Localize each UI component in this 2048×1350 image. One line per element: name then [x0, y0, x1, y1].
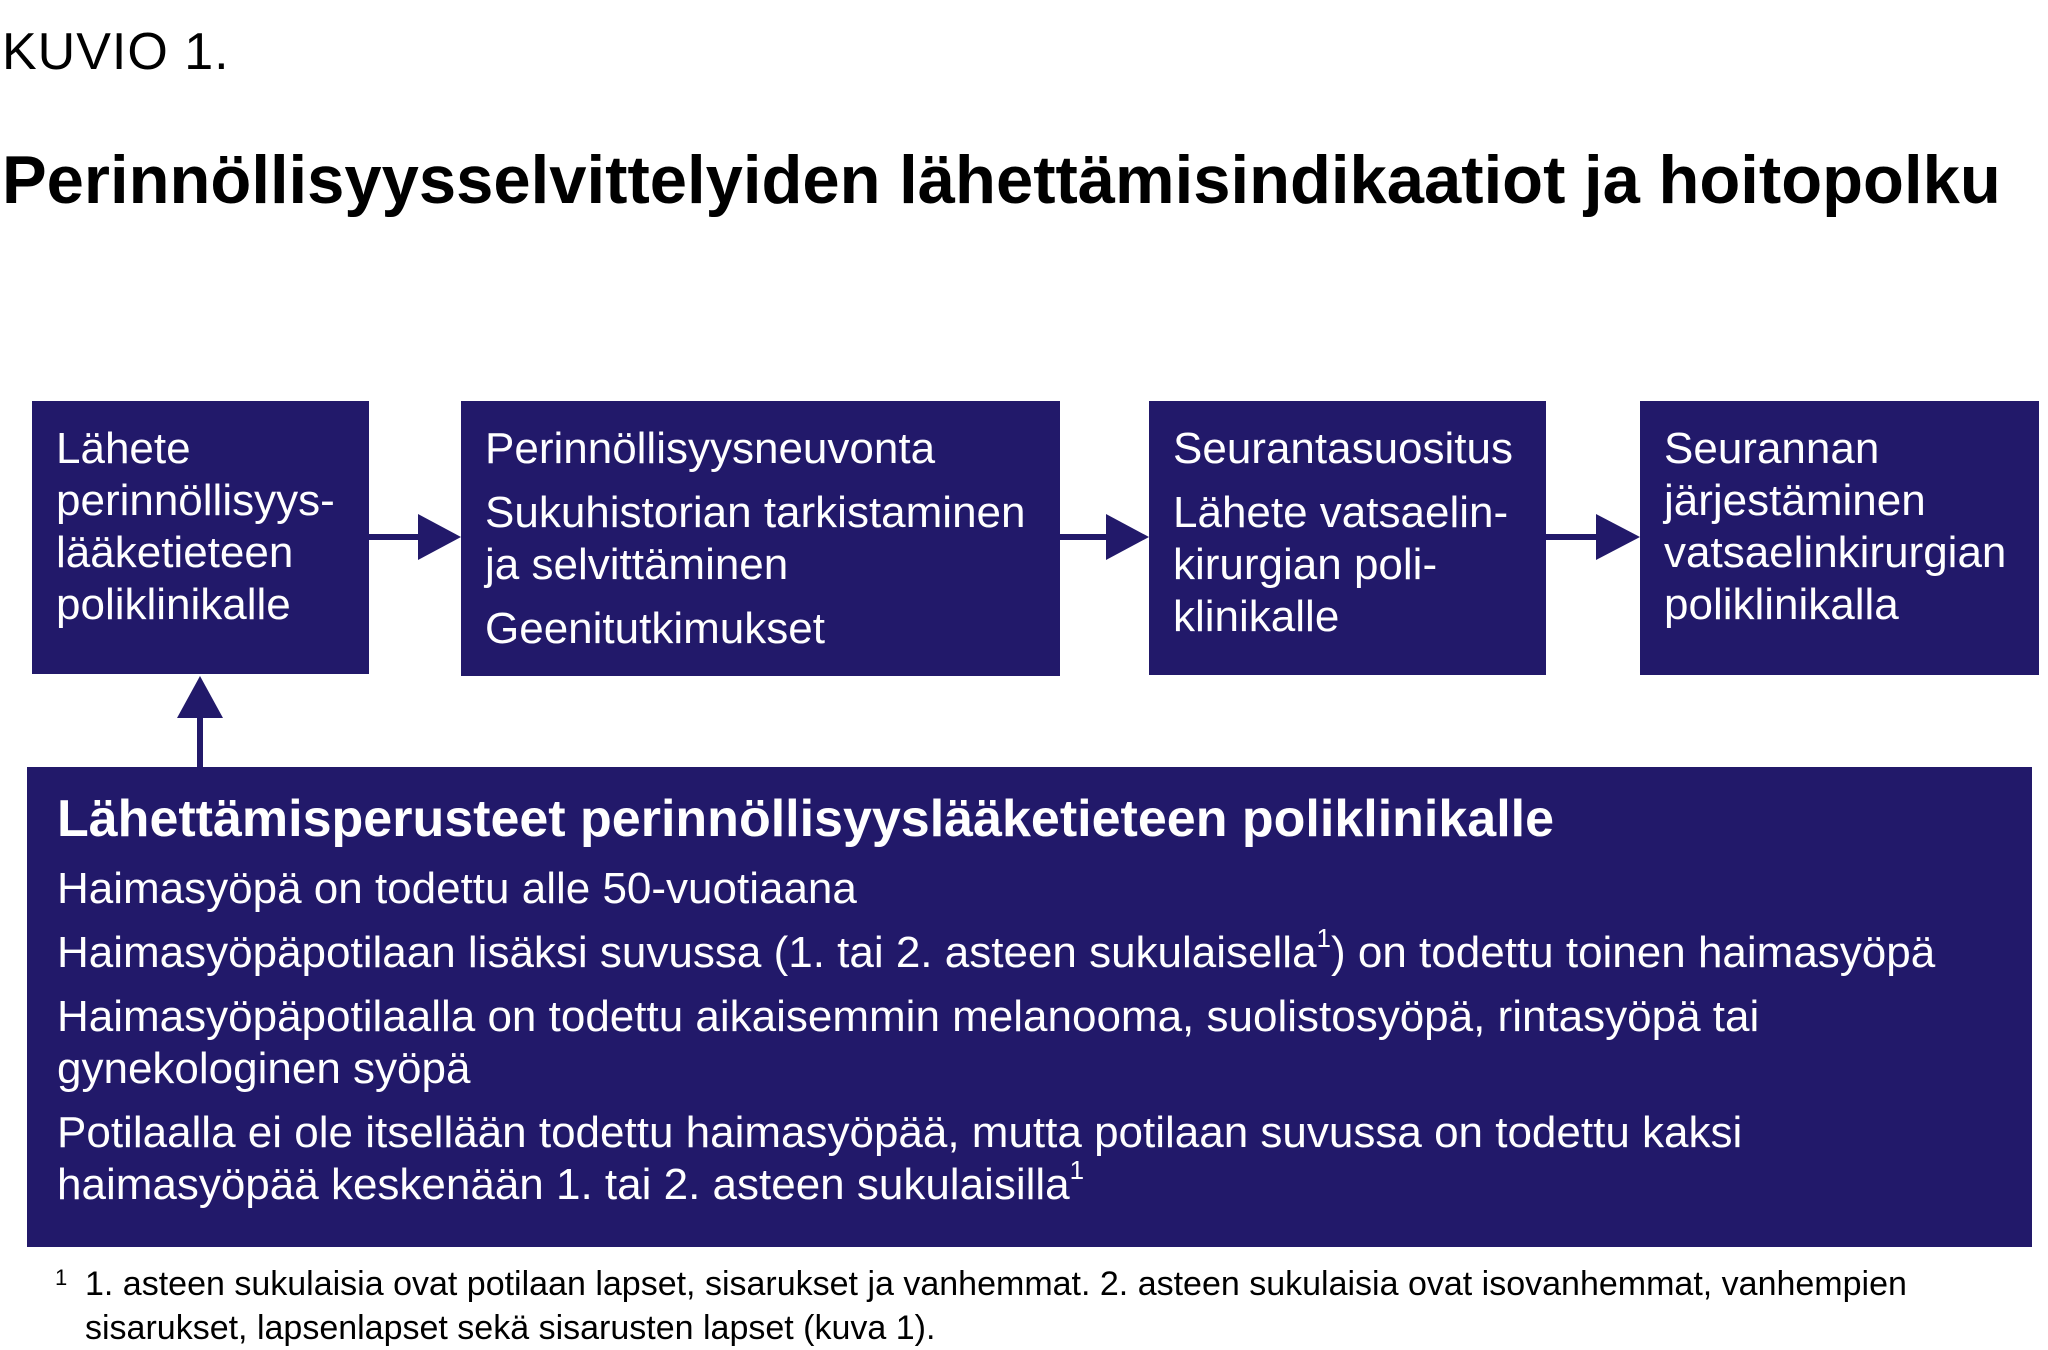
footnote-marker: 1	[55, 1265, 68, 1290]
step-recommendation-line: Lähete vatsaelin-	[1173, 488, 1509, 537]
step-counseling-line: Sukuhistorian tarkistaminen	[485, 488, 1026, 537]
step-recommendation-title: Seurantasuositus	[1173, 424, 1513, 473]
step-followup-line: järjestäminen	[1664, 476, 1926, 525]
arrow-head-2-3	[1106, 514, 1149, 560]
footnote	[55, 1262, 2015, 1350]
step-followup-line: vatsaelinkirurgian	[1664, 528, 2007, 577]
figure-label: KUVIO 1.	[2, 23, 230, 81]
criteria-item	[57, 991, 2012, 1095]
criteria-item-text: Haimasyöpäpotilaan lisäksi suvussa (1. tai 2. asteen sukulaisella	[57, 928, 1317, 977]
step-recommendation-line: kirurgian poli-	[1173, 540, 1438, 589]
figure-title: Perinnöllisyysselvittelyiden lähettämisindikaatiot ja hoitopolku	[2, 142, 2001, 218]
criteria-item-text: ) on todettu toinen haimasyöpä	[1331, 928, 1936, 977]
step-followup-line: poliklinikalla	[1664, 580, 1899, 629]
step-counseling-line: ja selvittäminen	[485, 540, 789, 589]
step-counseling-box	[461, 401, 1060, 676]
step-referral-line: Lähete	[56, 424, 191, 473]
criteria-heading: Lähettämisperusteet perinnöllisyyslääketieteen poliklinikalle	[57, 790, 1555, 848]
criteria-item	[57, 1107, 2012, 1211]
footnote-line: sisarukset, lapsenlapset sekä sisarusten lapset (kuva 1).	[85, 1309, 936, 1347]
step-referral-box	[32, 401, 369, 674]
criteria-item-text: gynekologinen syöpä	[57, 1044, 471, 1093]
step-recommendation-line: klinikalle	[1173, 592, 1340, 641]
step-counseling-title: Perinnöllisyysneuvonta	[485, 424, 936, 473]
footnote-ref: 1	[1069, 1155, 1085, 1186]
step-referral-line: perinnöllisyys-	[56, 476, 335, 525]
step-referral-line: lääketieteen	[56, 528, 294, 577]
criteria-item	[57, 923, 2012, 979]
criteria-item-text: haimasyöpää keskenään 1. tai 2. asteen sukulaisilla	[57, 1160, 1070, 1209]
arrow-head-criteria-up	[177, 676, 223, 718]
step-referral-line: poliklinikalle	[56, 580, 291, 629]
criteria-item: Haimasyöpä on todettu alle 50-vuotiaana	[57, 864, 857, 913]
arrow-head-3-4	[1596, 514, 1640, 560]
footnote-ref: 1	[1316, 923, 1332, 954]
referral-criteria-box	[27, 767, 2032, 1247]
step-followup-line: Seurannan	[1664, 424, 1880, 473]
footnote-line: 1. asteen sukulaisia ovat potilaan lapset, sisarukset ja vanhemmat. 2. asteen sukulaisia ovat isovanhemmat, vanhempien	[85, 1265, 1907, 1303]
step-recommendation-box	[1149, 401, 1546, 675]
arrow-head-1-2	[418, 514, 461, 560]
criteria-item-text: Haimasyöpäpotilaalla on todettu aikaisemmin melanooma, suolistosyöpä, rintasyöpä tai	[57, 992, 1760, 1041]
step-counseling-line: Geenitutkimukset	[485, 604, 825, 653]
step-followup-box	[1640, 401, 2039, 675]
criteria-item-text: Potilaalla ei ole itsellään todettu haimasyöpää, mutta potilaan suvussa on todettu kaksi	[57, 1108, 1743, 1157]
